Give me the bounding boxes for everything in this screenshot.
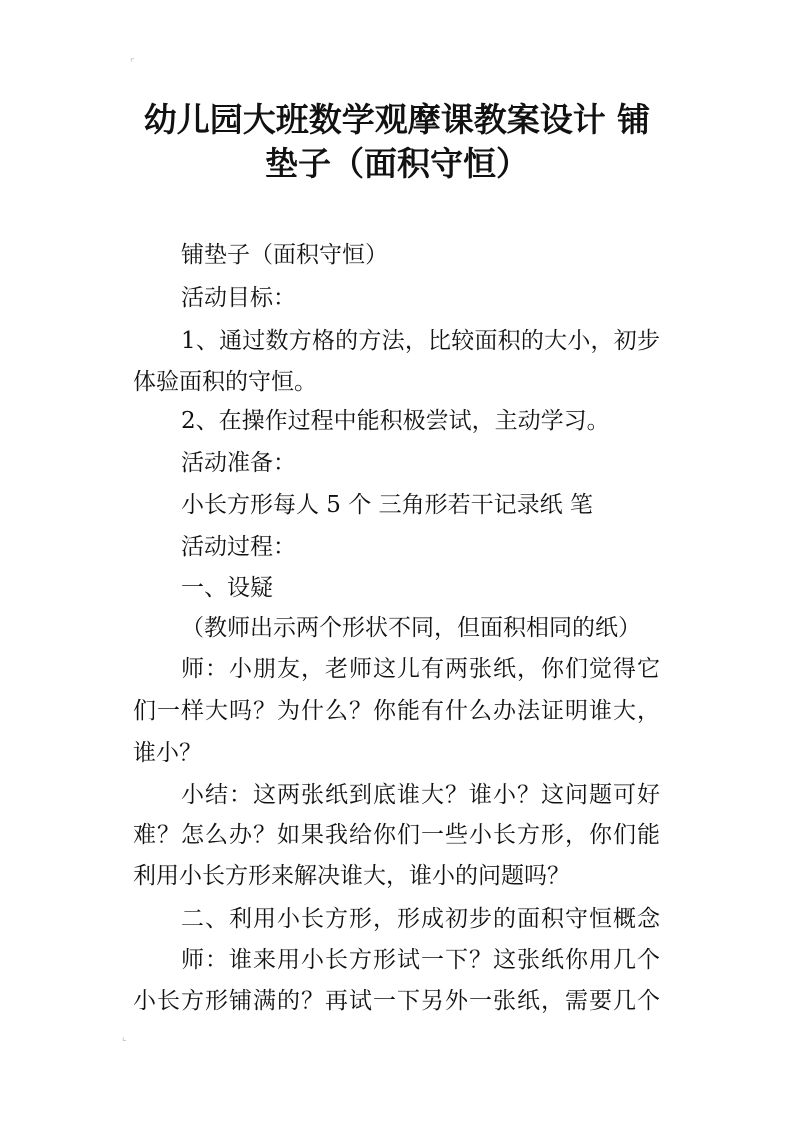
paragraph-line: 一、设疑: [181, 575, 273, 601]
corner-mark-bottom: ⌞: [122, 1032, 127, 1043]
paragraph-line: （教师出示两个形状不同，但面积相同的纸）: [181, 615, 641, 641]
paragraph-line: 师：谁来用小长方形试一下？这张纸你用几个: [181, 947, 660, 973]
paragraph-line: 难？怎么办？如果我给你们一些小长方形，你们能: [133, 822, 660, 848]
paragraph-line: 体验面积的守恒。: [133, 369, 317, 395]
paragraph-line: 小长方形铺满的？再试一下另外一张纸，需要几个: [133, 988, 660, 1014]
paragraph-line: 们一样大吗？为什么？你能有什么办法证明谁大，: [133, 698, 660, 724]
paragraph-line: 二、利用小长方形，形成初步的面积守恒概念: [181, 906, 660, 932]
paragraph-line: 活动目标：: [181, 285, 296, 311]
paragraph-line: 1、通过数方格的方法，比较面积的大小，初步: [181, 328, 660, 354]
paragraph-line: 小长方形每人 5 个 三角形若干记录纸 笔: [181, 492, 593, 518]
paragraph-line: 活动过程：: [181, 534, 296, 560]
paragraph-line: 师：小朋友，老师这儿有两张纸，你们觉得它: [181, 656, 660, 682]
paragraph-line: 2、在操作过程中能积极尝试，主动学习。: [181, 408, 610, 434]
paragraph-line: 铺垫子（面积守恒）: [181, 242, 388, 268]
paragraph-line: 活动准备：: [181, 450, 296, 476]
document-title-line-2: 垫子（面积守恒）: [265, 144, 529, 183]
paragraph-line: 利用小长方形来解决谁大，谁小的问题吗？: [133, 863, 570, 889]
paragraph-line: 小结：这两张纸到底谁大？谁小？这问题可好: [181, 782, 660, 808]
document-title-line-1: 幼儿园大班数学观摩课教案设计 铺: [143, 100, 651, 139]
corner-mark-top: ⌜: [130, 58, 135, 69]
paragraph-line: 谁小？: [133, 740, 202, 766]
